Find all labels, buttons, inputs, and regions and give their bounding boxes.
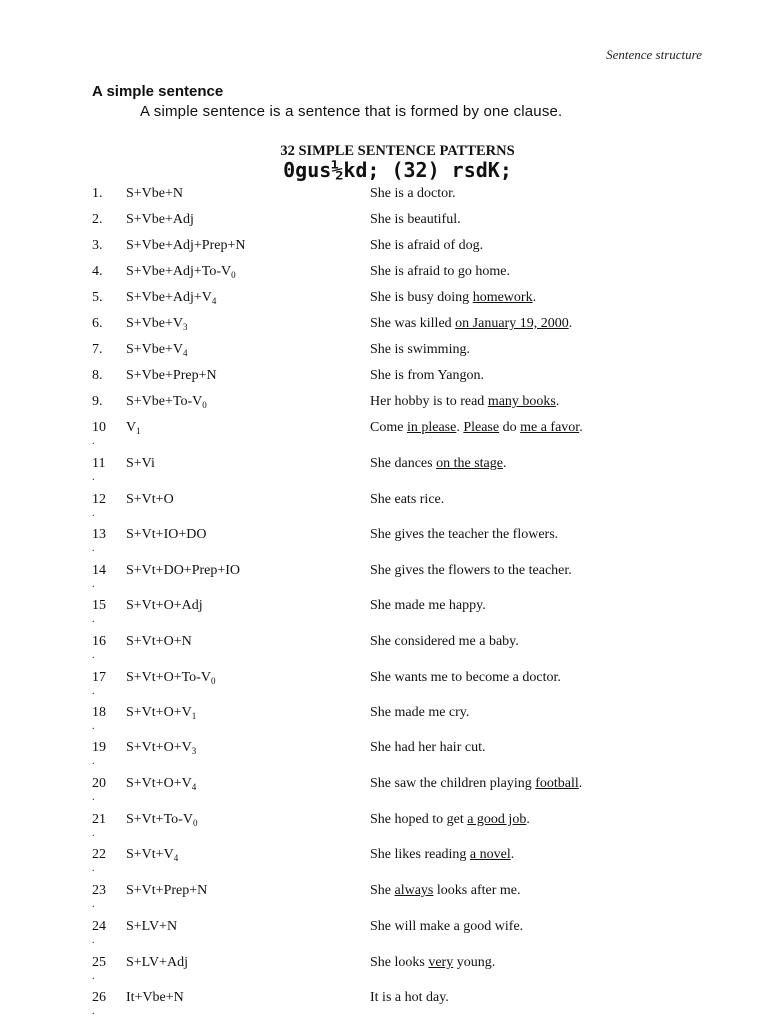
row-number: 18 — [92, 705, 106, 720]
sentence-pattern: $S+Vbe+To-V_0$ — [126, 394, 207, 410]
row-number: 4. — [92, 264, 103, 279]
pattern-row — [0, 705, 768, 732]
pattern-row — [0, 342, 768, 362]
row-number-dot: . — [92, 863, 95, 874]
example-sentence: She is afraid to go home. — [370, 264, 510, 279]
pattern-row — [0, 990, 768, 1017]
example-sentence: Her hobby is to read many books. — [370, 394, 560, 409]
row-number: 3. — [92, 238, 103, 253]
sentence-pattern: $S+Vt+O+V_1$ — [126, 705, 197, 721]
sentence-pattern: $S+Vt+O+To-V_0$ — [126, 670, 216, 686]
pattern-row — [0, 456, 768, 483]
example-sentence: She likes reading a novel. — [370, 847, 515, 862]
row-number-dot: . — [92, 792, 95, 803]
pattern-row — [0, 776, 768, 803]
row-number: 19 — [92, 740, 106, 755]
pattern-row — [0, 670, 768, 697]
example-sentence: She wants me to become a doctor. — [370, 670, 561, 685]
row-number: 6. — [92, 316, 103, 331]
pattern-row — [0, 212, 768, 232]
example-sentence: She made me cry. — [370, 705, 470, 720]
pattern-row — [0, 368, 768, 388]
example-sentence: She considered me a baby. — [370, 634, 519, 649]
sentence-pattern: It+Vbe+N — [126, 990, 184, 1005]
row-number-dot: . — [92, 614, 95, 625]
sentence-pattern: S+Vbe+N — [126, 186, 184, 201]
sentence-pattern: $S+Vt+To-V_0$ — [126, 812, 198, 828]
row-number: 10 — [92, 420, 106, 435]
pattern-row — [0, 238, 768, 258]
pattern-row — [0, 598, 768, 625]
example-sentence: She gives the flowers to the teacher. — [370, 563, 572, 578]
row-number-dot: . — [92, 721, 95, 732]
example-sentence: She saw the children playing football. — [370, 776, 583, 791]
row-number-dot: . — [92, 828, 95, 839]
sentence-pattern: S+Vbe+Adj — [126, 212, 194, 227]
row-number-dot: . — [92, 1006, 95, 1017]
sentence-pattern: S+LV+Adj — [126, 955, 188, 970]
example-sentence: She is busy doing homework. — [370, 290, 537, 305]
example-sentence: She was killed on January 19, 2000. — [370, 316, 573, 331]
row-number-dot: . — [92, 899, 95, 910]
row-number: 2. — [92, 212, 103, 227]
sentence-pattern: S+Vt+DO+Prep+IO — [126, 563, 241, 578]
example-sentence: She eats rice. — [370, 492, 445, 507]
sentence-pattern: $S+Vbe+V_3$ — [126, 316, 188, 332]
row-number: 8. — [92, 368, 103, 383]
row-number: 16 — [92, 634, 106, 649]
example-sentence: She made me happy. — [370, 598, 486, 613]
pattern-row — [0, 740, 768, 767]
example-sentence: She hoped to get a good job. — [370, 812, 530, 827]
sentence-pattern: S+Vt+Prep+N — [126, 883, 208, 898]
row-number-dot: . — [92, 650, 95, 661]
example-sentence: She gives the teacher the flowers. — [370, 527, 559, 542]
row-number: 26 — [92, 990, 106, 1005]
pattern-row — [0, 955, 768, 982]
patterns-subheading: 0gus½kd; (32) rsdK; — [283, 158, 512, 182]
pattern-row — [0, 527, 768, 554]
row-number-dot: . — [92, 686, 95, 697]
row-number: 21 — [92, 812, 106, 827]
section-title: A simple sentence — [92, 83, 224, 100]
sentence-pattern: $V_1$ — [126, 420, 141, 436]
row-number-dot: . — [92, 436, 95, 447]
example-sentence: She will make a good wife. — [370, 919, 524, 934]
row-number: 23 — [92, 883, 106, 898]
row-number-dot: . — [92, 508, 95, 519]
pattern-row — [0, 883, 768, 910]
pattern-row — [0, 812, 768, 839]
row-number: 7. — [92, 342, 103, 357]
row-number: 24 — [92, 919, 106, 934]
running-header: Sentence structure — [606, 47, 702, 62]
row-number-dot: . — [92, 935, 95, 946]
pattern-row — [0, 919, 768, 946]
sentence-pattern: $S+Vt+V_4$ — [126, 847, 179, 863]
sentence-pattern: $S+Vt+O+V_3$ — [126, 740, 197, 756]
row-number: 1. — [92, 186, 103, 201]
row-number-dot: . — [92, 971, 95, 982]
row-number-dot: . — [92, 472, 95, 483]
example-sentence: She is afraid of dog. — [370, 238, 484, 253]
sentence-pattern: S+Vi — [126, 456, 155, 471]
example-sentence: She had her hair cut. — [370, 740, 486, 755]
pattern-row — [0, 634, 768, 661]
row-number: 25 — [92, 955, 106, 970]
pattern-row — [0, 264, 768, 284]
sentence-pattern: S+Vt+O+Adj — [126, 598, 203, 613]
row-number: 20 — [92, 776, 106, 791]
row-number: 11 — [92, 456, 106, 471]
sentence-pattern: S+Vbe+Prep+N — [126, 368, 217, 383]
example-sentence: She is from Yangon. — [370, 368, 484, 383]
example-sentence: She looks very young. — [370, 955, 496, 970]
row-number: 9. — [92, 394, 103, 409]
section-definition: A simple sentence is a sentence that is formed by one clause. — [140, 103, 563, 120]
example-sentence: Come in please. Please do me a favor. — [370, 420, 583, 435]
pattern-row — [0, 186, 768, 206]
sentence-pattern: S+LV+N — [126, 919, 178, 934]
example-sentence: She is beautiful. — [370, 212, 461, 227]
row-number-dot: . — [92, 543, 95, 554]
row-number: 12 — [92, 492, 106, 507]
row-number: 5. — [92, 290, 103, 305]
pattern-row — [0, 563, 768, 590]
sentence-pattern: S+Vt+O — [126, 492, 174, 507]
pattern-row — [0, 847, 768, 874]
pattern-row — [0, 394, 768, 414]
sentence-pattern: S+Vbe+Adj+Prep+N — [126, 238, 246, 253]
pattern-row — [0, 316, 768, 336]
sentence-pattern: S+Vt+IO+DO — [126, 527, 207, 542]
example-sentence: She is a doctor. — [370, 186, 456, 201]
pattern-row — [0, 420, 768, 447]
row-number: 13 — [92, 527, 106, 542]
sentence-pattern: S+Vt+O+N — [126, 634, 192, 649]
sentence-pattern: $S+Vbe+Adj+To-V_0$ — [126, 264, 236, 280]
example-sentence: She always looks after me. — [370, 883, 521, 898]
example-sentence: She dances on the stage. — [370, 456, 507, 471]
patterns-heading: 32 SIMPLE SENTENCE PATTERNS — [280, 143, 515, 159]
row-number: 14 — [92, 563, 106, 578]
example-sentence: It is a hot day. — [370, 990, 449, 1005]
sentence-pattern: $S+Vbe+V_4$ — [126, 342, 188, 358]
row-number: 15 — [92, 598, 106, 613]
row-number-dot: . — [92, 579, 95, 590]
sentence-pattern: $S+Vbe+Adj+V_4$ — [126, 290, 217, 306]
pattern-row — [0, 290, 768, 310]
row-number: 22 — [92, 847, 106, 862]
pattern-row — [0, 492, 768, 519]
row-number: 17 — [92, 670, 106, 685]
example-sentence: She is swimming. — [370, 342, 470, 357]
row-number-dot: . — [92, 756, 95, 767]
sentence-pattern: $S+Vt+O+V_4$ — [126, 776, 197, 792]
